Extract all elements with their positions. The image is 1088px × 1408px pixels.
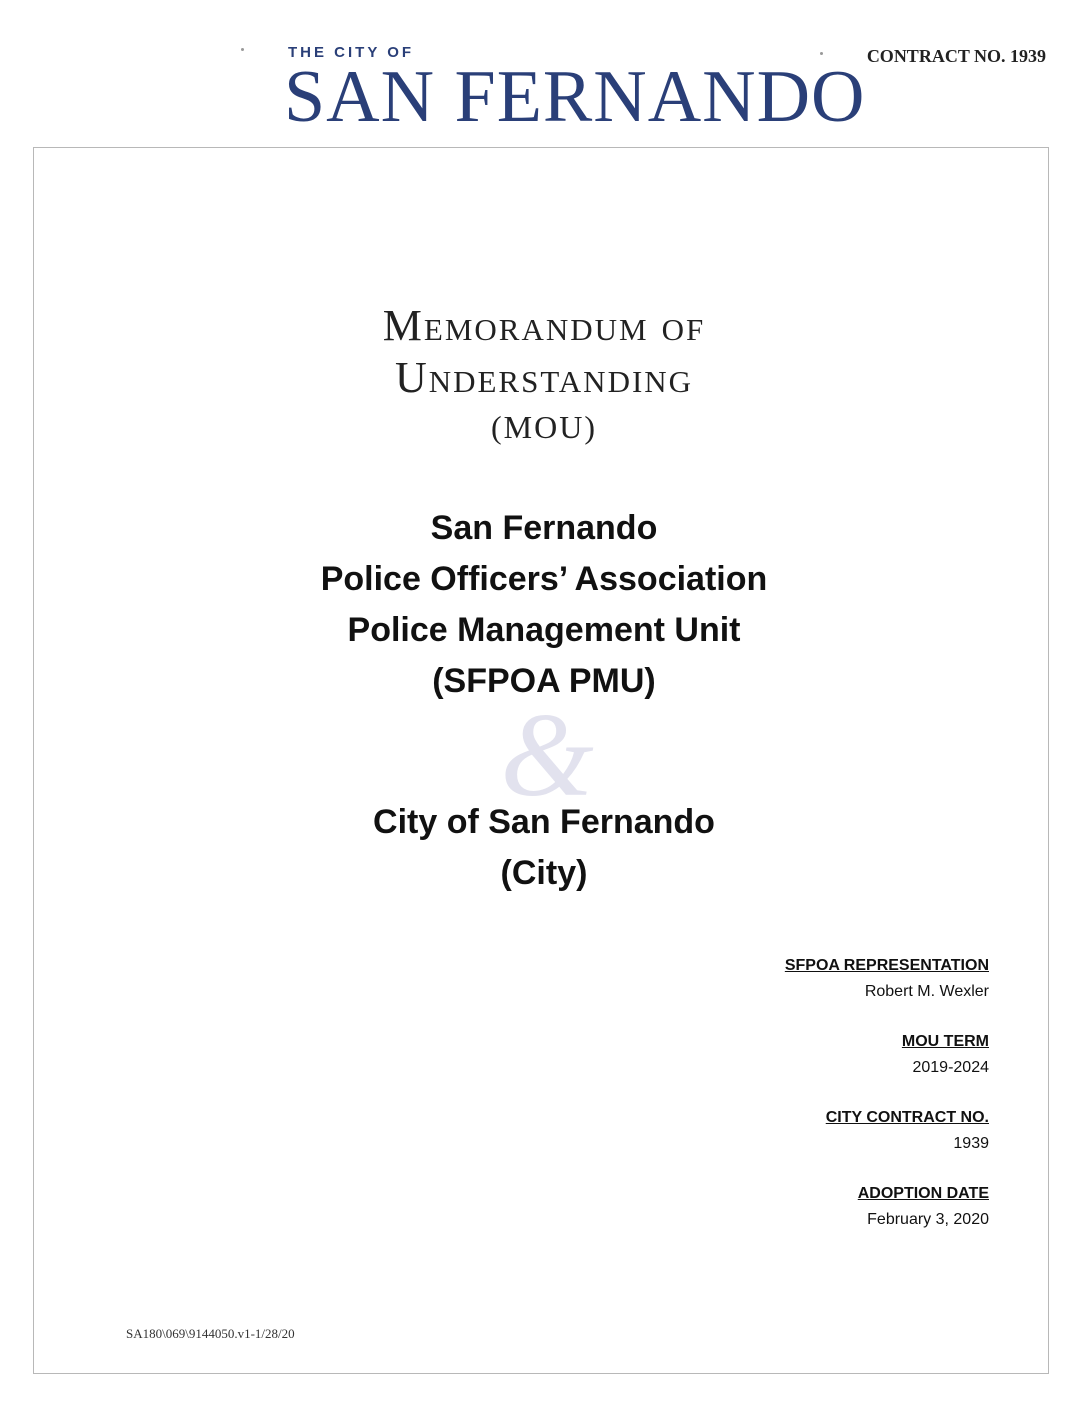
info-term — [785, 1029, 989, 1081]
title-line-3: (MOU) — [491, 409, 597, 445]
info-value: Robert M. Wexler — [864, 983, 989, 1000]
city-line-1: City of San Fernando — [373, 803, 715, 841]
logo-small-text: THE CITY OF — [288, 44, 415, 61]
party-line-3: Police Management Unit — [347, 611, 741, 649]
party-line-2: Police Officers’ Association — [320, 560, 768, 598]
info-label: SFPOA REPRESENTATION — [784, 957, 989, 974]
document-code: SA180\069\9144050.v1-1/28/20 — [126, 1326, 295, 1341]
logo-big-text: SAN FERNANDO — [284, 56, 866, 138]
scan-dot — [820, 52, 823, 55]
info-value: 1939 — [953, 1135, 989, 1152]
info-label: MOU TERM — [901, 1033, 989, 1050]
document-title — [0, 300, 1088, 450]
info-adoption — [785, 1181, 989, 1233]
party-line-1: San Fernando — [430, 509, 658, 547]
party-association — [0, 503, 1088, 707]
info-value: February 3, 2020 — [867, 1211, 989, 1228]
scan-dot — [241, 48, 244, 51]
info-value: 2019-2024 — [912, 1059, 989, 1076]
info-label: CITY CONTRACT NO. — [825, 1109, 989, 1126]
title-line-2: Understanding — [394, 353, 694, 402]
ampersand-watermark: & — [500, 688, 594, 821]
info-representation — [785, 953, 989, 1005]
document-info — [785, 953, 989, 1257]
info-label: ADOPTION DATE — [857, 1185, 989, 1202]
contract-number-header: CONTRACT NO. 1939 — [866, 46, 1046, 66]
party-city — [0, 797, 1088, 899]
title-line-1: Memorandum of — [382, 301, 706, 350]
party-line-4: (SFPOA PMU) — [432, 662, 656, 700]
city-logo — [284, 36, 866, 138]
info-contract — [785, 1105, 989, 1157]
city-line-2: (City) — [500, 854, 588, 892]
